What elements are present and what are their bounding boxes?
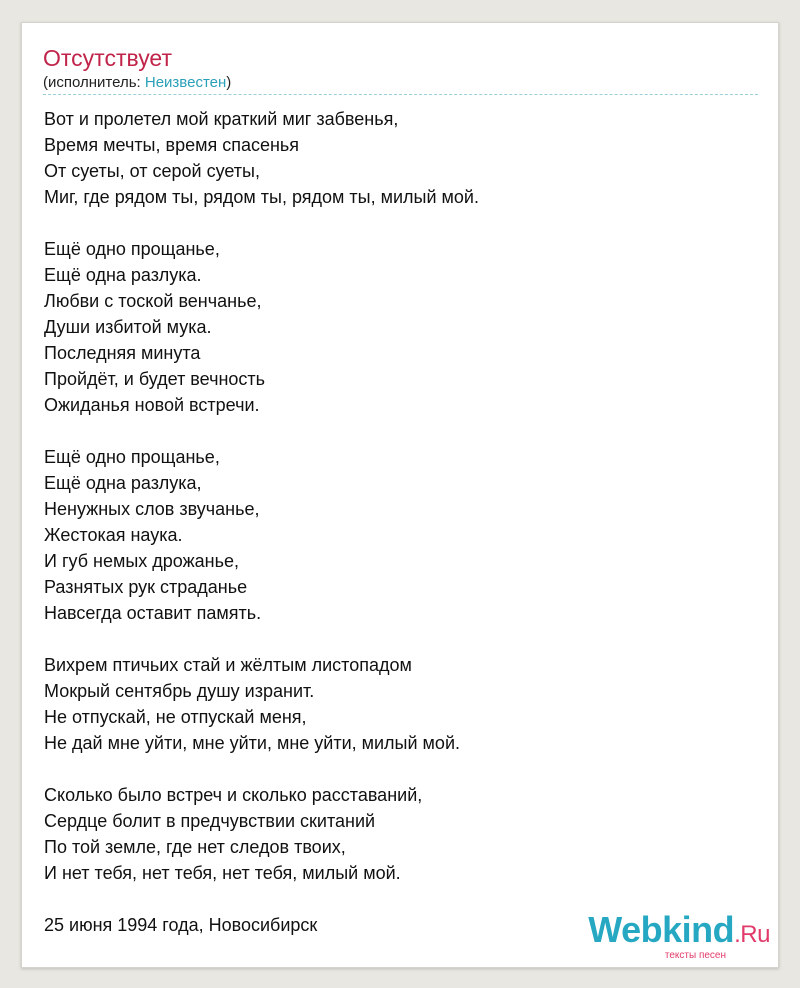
lyric-line: Жестокая наука. bbox=[44, 525, 183, 545]
lyric-line: Время мечты, время спасенья bbox=[44, 135, 300, 155]
webkind-logo[interactable] bbox=[588, 909, 770, 961]
title-divider bbox=[43, 94, 758, 95]
lyric-line: Вот и пролетел мой краткий миг забвенья, bbox=[44, 109, 399, 129]
artist-link[interactable]: Неизвестен bbox=[144, 74, 227, 91]
lyric-line: Сколько было встреч и сколько расставаний, bbox=[44, 785, 423, 805]
stanza-2 bbox=[44, 236, 744, 418]
stanza-1 bbox=[44, 106, 744, 210]
lyrics-text bbox=[44, 106, 744, 938]
lyric-line: Мокрый сентябрь душу изранит. bbox=[44, 681, 315, 701]
stanza-3 bbox=[44, 444, 744, 626]
lyric-line: Сердце болит в предчувствии скитаний bbox=[44, 811, 376, 831]
lyric-line: Не отпускай, не отпускай меня, bbox=[44, 707, 307, 727]
lyric-line: Последняя минута bbox=[44, 343, 201, 363]
logo-domain: .Ru bbox=[734, 921, 770, 948]
lyric-line: Ненужных слов звучанье, bbox=[44, 499, 260, 519]
lyric-line: Вихрем птичьих стай и жёлтым листопадом bbox=[44, 655, 412, 675]
lyric-line: Ещё одно прощанье, bbox=[44, 239, 220, 259]
lyric-line: Ещё одна разлука, bbox=[44, 473, 202, 493]
lyric-line: И нет тебя, нет тебя, нет тебя, милый мой. bbox=[44, 863, 401, 883]
stanza-4 bbox=[44, 652, 744, 756]
lyrics-card bbox=[21, 22, 779, 968]
lyric-line: Миг, где рядом ты, рядом ты, рядом ты, милый мой. bbox=[44, 187, 479, 207]
lyric-line: Пройдёт, и будет вечность bbox=[44, 369, 266, 389]
stanza-5 bbox=[44, 782, 744, 886]
lyric-line: Ещё одно прощанье, bbox=[44, 447, 220, 467]
lyric-line: И губ немых дрожанье, bbox=[44, 551, 239, 571]
lyric-line: Любви с тоской венчанье, bbox=[44, 291, 262, 311]
lyric-line: По той земле, где нет следов твоих, bbox=[44, 837, 346, 857]
lyric-line: Не дай мне уйти, мне уйти, мне уйти, милый мой. bbox=[44, 733, 460, 753]
logo-wordmark bbox=[588, 909, 770, 953]
logo-main-text: Webkind bbox=[588, 909, 735, 950]
lyric-line: Навсегда оставит память. bbox=[44, 603, 262, 623]
lyric-line: От суеты, от серой суеты, bbox=[44, 161, 260, 181]
lyric-line: Души избитой мука. bbox=[44, 317, 212, 337]
lyric-line: Ожиданья новой встречи. bbox=[44, 395, 260, 415]
lyric-line: Разнятых рук страданье bbox=[44, 577, 248, 597]
artist-suffix: ) bbox=[226, 74, 232, 91]
date-location: 25 июня 1994 года, Новосибирск bbox=[44, 915, 318, 935]
lyric-line: Ещё одна разлука. bbox=[44, 265, 202, 285]
song-title: Отсутствует bbox=[43, 45, 172, 71]
artist-line bbox=[43, 74, 231, 92]
artist-prefix: (исполнитель: bbox=[43, 74, 145, 91]
logo-tagline: тексты песен bbox=[664, 950, 726, 961]
